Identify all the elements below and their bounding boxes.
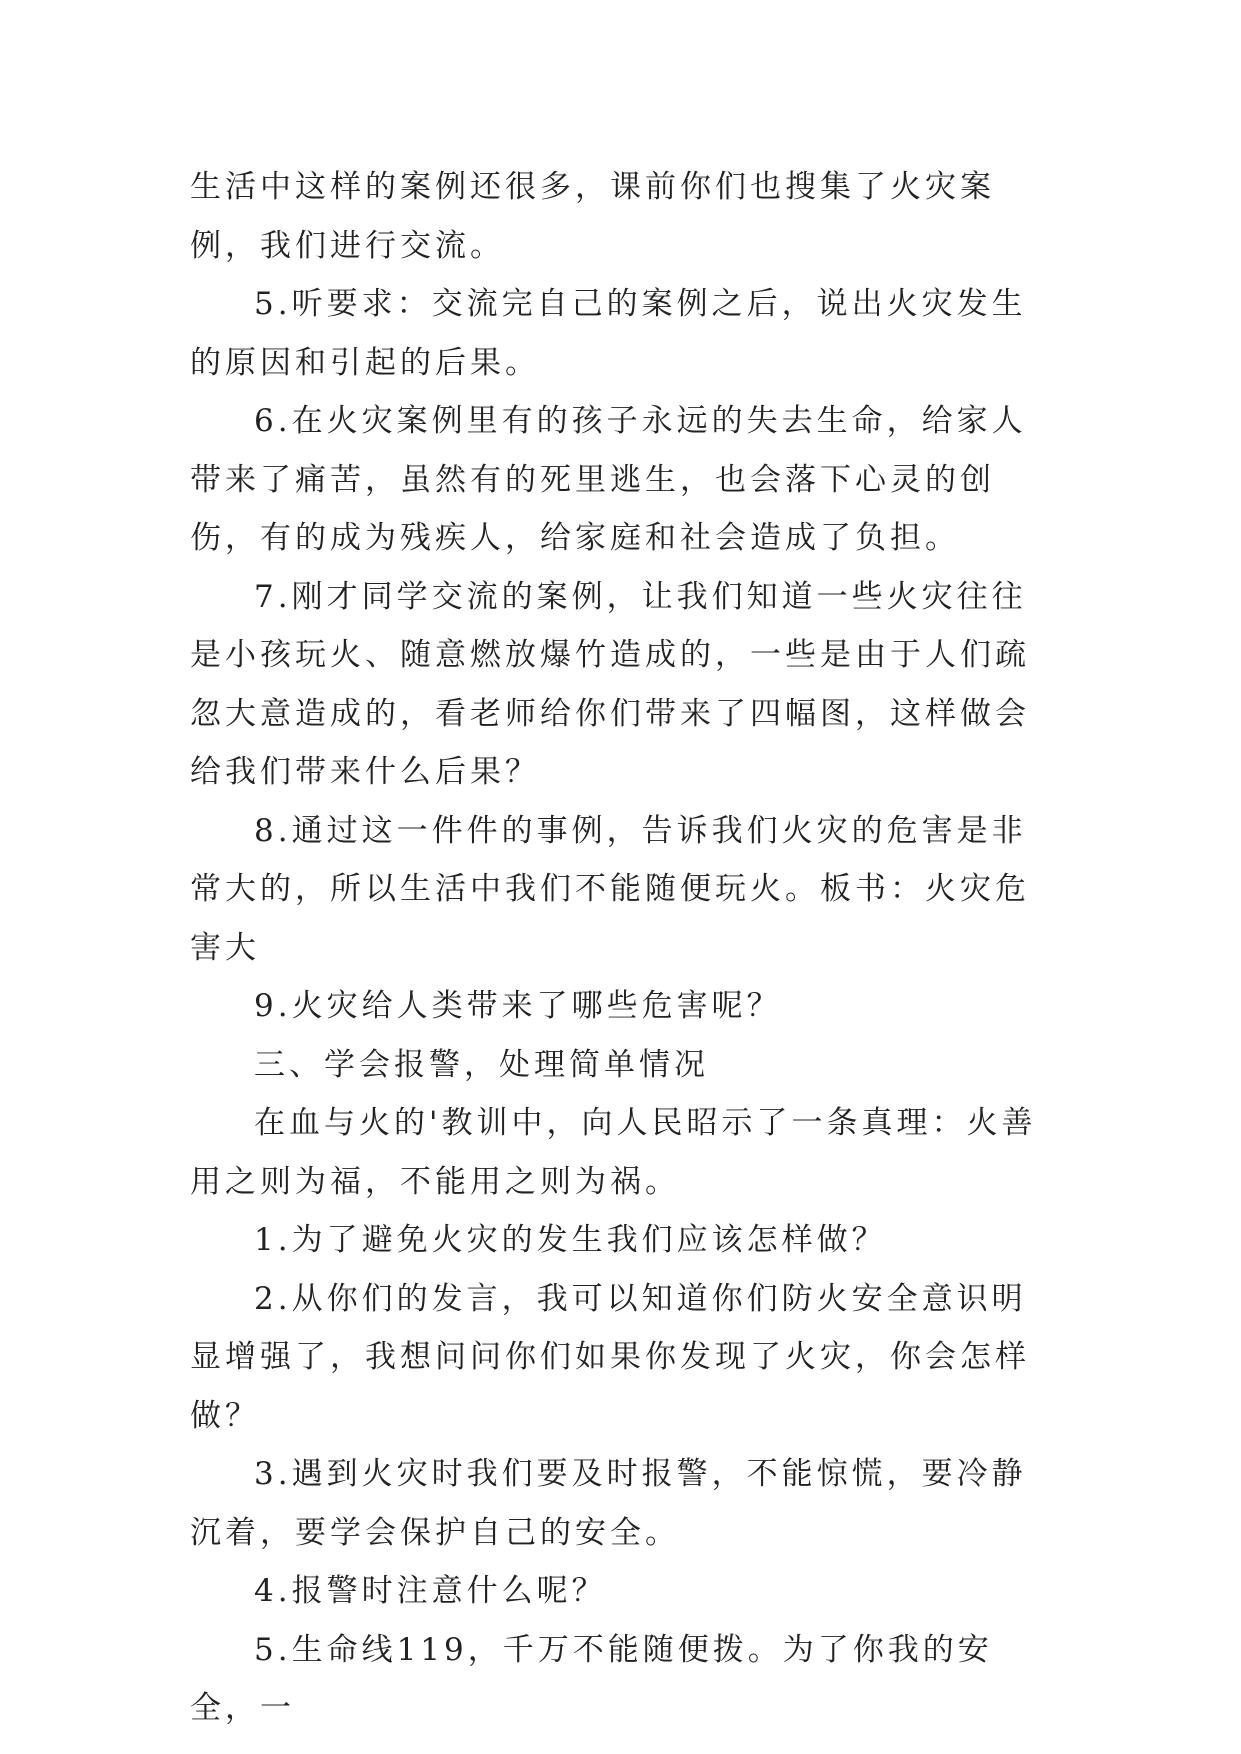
paragraph: 5.生命线119，千万不能随便拨。为了你我的安全，一 bbox=[190, 1631, 993, 1726]
paragraph: 3.遇到火灾时我们要及时报警，不能惊慌，要冷静沉着，要学会保护自己的安全。 bbox=[190, 1456, 1027, 1551]
paragraph: 6.在火灾案例里有的孩子永远的失去生命，给家人带来了痛苦，虽然有的死里逃生，也会落下心灵的创伤，有的成为残疾人，给家庭和社会造成了负担。 bbox=[190, 403, 1027, 556]
paragraph: 1.为了避免火灾的发生我们应该怎样做？ bbox=[254, 1222, 887, 1258]
paragraph: 7.刚才同学交流的案例，让我们知道一些火灾往往是小孩玩火、随意燃放爆竹造成的，一些是由于人们疏忽大意造成的，看老师给你们带来了四幅图，这样做会给我们带来什么后果？ bbox=[190, 578, 1030, 790]
section-heading: 三、学会报警，处理简单情况 bbox=[254, 1046, 709, 1083]
paragraph: 2.从你们的发言，我可以知道你们防火安全意识明显增强了，我想问问你们如果你发现了火灾，你会怎样做？ bbox=[190, 1280, 1030, 1434]
paragraph: 在血与火的'教训中，向人民昭示了一条真理：火善用之则为福，不能用之则为祸。 bbox=[190, 1105, 1037, 1200]
paragraph: 9.火灾给人类带来了哪些危害呢？ bbox=[254, 988, 782, 1024]
paragraph: 8.通过这一件件的事例，告诉我们火灾的危害是非常大的，所以生活中我们不能随便玩火。板书：火灾危害大 bbox=[190, 812, 1030, 966]
document-body bbox=[190, 158, 1050, 1738]
paragraph: 5.听要求：交流完自己的案例之后，说出火灾发生的原因和引起的后果。 bbox=[190, 286, 1027, 381]
paragraph: 4.报警时注意什么呢？ bbox=[254, 1573, 607, 1609]
paragraph: 生活中这样的案例还很多，课前你们也搜集了火灾案例，我们进行交流。 bbox=[190, 169, 995, 264]
